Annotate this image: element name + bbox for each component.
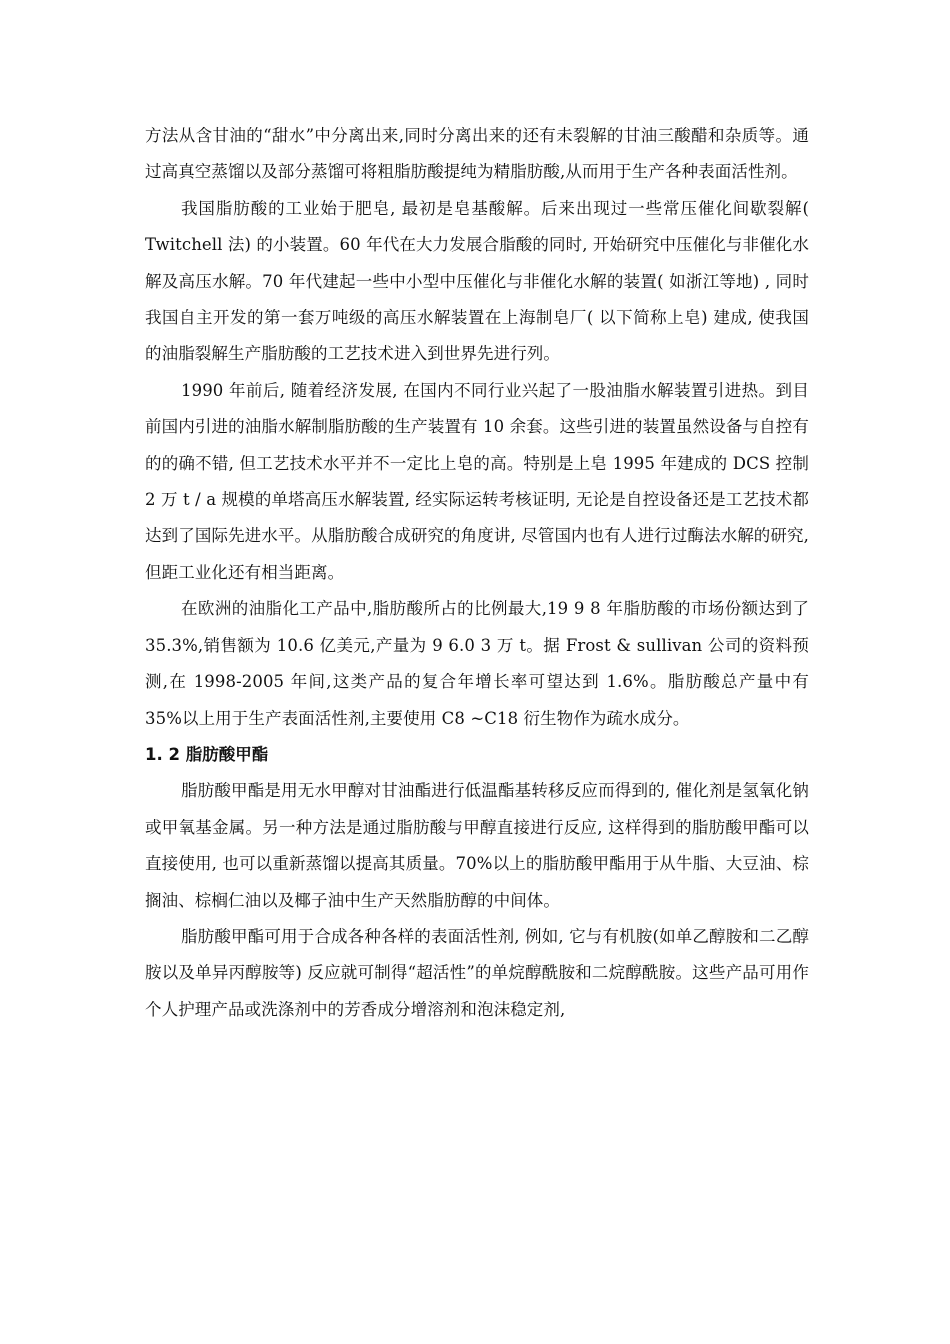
paragraph-5: 脂肪酸甲酯是用无水甲醇对甘油酯进行低温酯基转移反应而得到的, 催化剂是氢氧化钠或甲氧基金属。另一种方法是通过脂肪酸与甲醇直接进行反应, 这样得到的脂肪酸甲酯可以直接使用, 也可以重新蒸馏以提高其质量。70%以上的脂肪酸甲酯用于从牛脂、大豆油、棕搁油、棕榈仁油以及椰子油中生产天然脂肪醇的中间体。 xyxy=(145,781,809,910)
document-page xyxy=(145,118,809,1028)
paragraph-1: 方法从含甘油的“甜水”中分离出来,同时分离出来的还有未裂解的甘油三酸醋和杂质等。通过高真空蒸馏以及部分蒸馏可将粗脂肪酸提纯为精脂肪酸,从而用于生产各种表面活性剂。 xyxy=(145,126,809,182)
paragraph-3: 1990 年前后, 随着经济发展, 在国内不同行业兴起了一股油脂水解装置引进热。到目前国内引进的油脂水解制脂肪酸的生产装置有 10 余套。这些引进的装置虽然设备与自控有的的确不错, 但工艺技术水平并不一定比上皂的高。特别是上皂 1995 年建成的 DCS 控制 2 万 t / a 规模的单塔高压水解装置, 经实际运转考核证明, 无论是自控设备还是工艺技术都达到了国际先进水平。从脂肪酸合成研究的角度讲, 尽管国内也有人进行过酶法水解的研究, 但距工业化还有相当距离。 xyxy=(145,380,809,582)
section-heading: 1. 2 脂肪酸甲酯 xyxy=(145,744,269,764)
paragraph-4: 在欧洲的油脂化工产品中,脂肪酸所占的比例最大,19 9 8 年脂肪酸的市场份额达到了 35.3%,销售额为 10.6 亿美元,产量为 9 6.0 3 万 t。据 Frost & sullivan 公司的资料预测,在 1998-2005 年间,这类产品的复合年增长率可望达到 1.6%。脂肪酸总产量中有 35%以上用于生产表面活性剂,主要使用 C8 ~C18 衍生物作为疏水成分。 xyxy=(145,599,809,728)
paragraph-2: 我国脂肪酸的工业始于肥皂, 最初是皂基酸解。后来出现过一些常压催化间歇裂解( Twitchell 法) 的小装置。60 年代在大力发展合脂酸的同时, 开始研究中压催化与非催化水解及高压水解。70 年代建起一些中小型中压催化与非催化水解的装置( 如浙江等地) , 同时我国自主开发的第一套万吨级的高压水解装置在上海制皂厂( 以下简称上皂) 建成, 使我国的油脂裂解生产脂肪酸的工艺技术进入到世界先进行列。 xyxy=(145,198,809,364)
paragraph-6: 脂肪酸甲酯可用于合成各种各样的表面活性剂, 例如, 它与有机胺(如单乙醇胺和二乙醇胺以及单异丙醇胺等) 反应就可制得“超活性”的单烷醇酰胺和二烷醇酰胺。这些产品可用作个人护理产品或洗涤剂中的芳香成分增溶剂和泡沫稳定剂, xyxy=(145,926,809,1019)
